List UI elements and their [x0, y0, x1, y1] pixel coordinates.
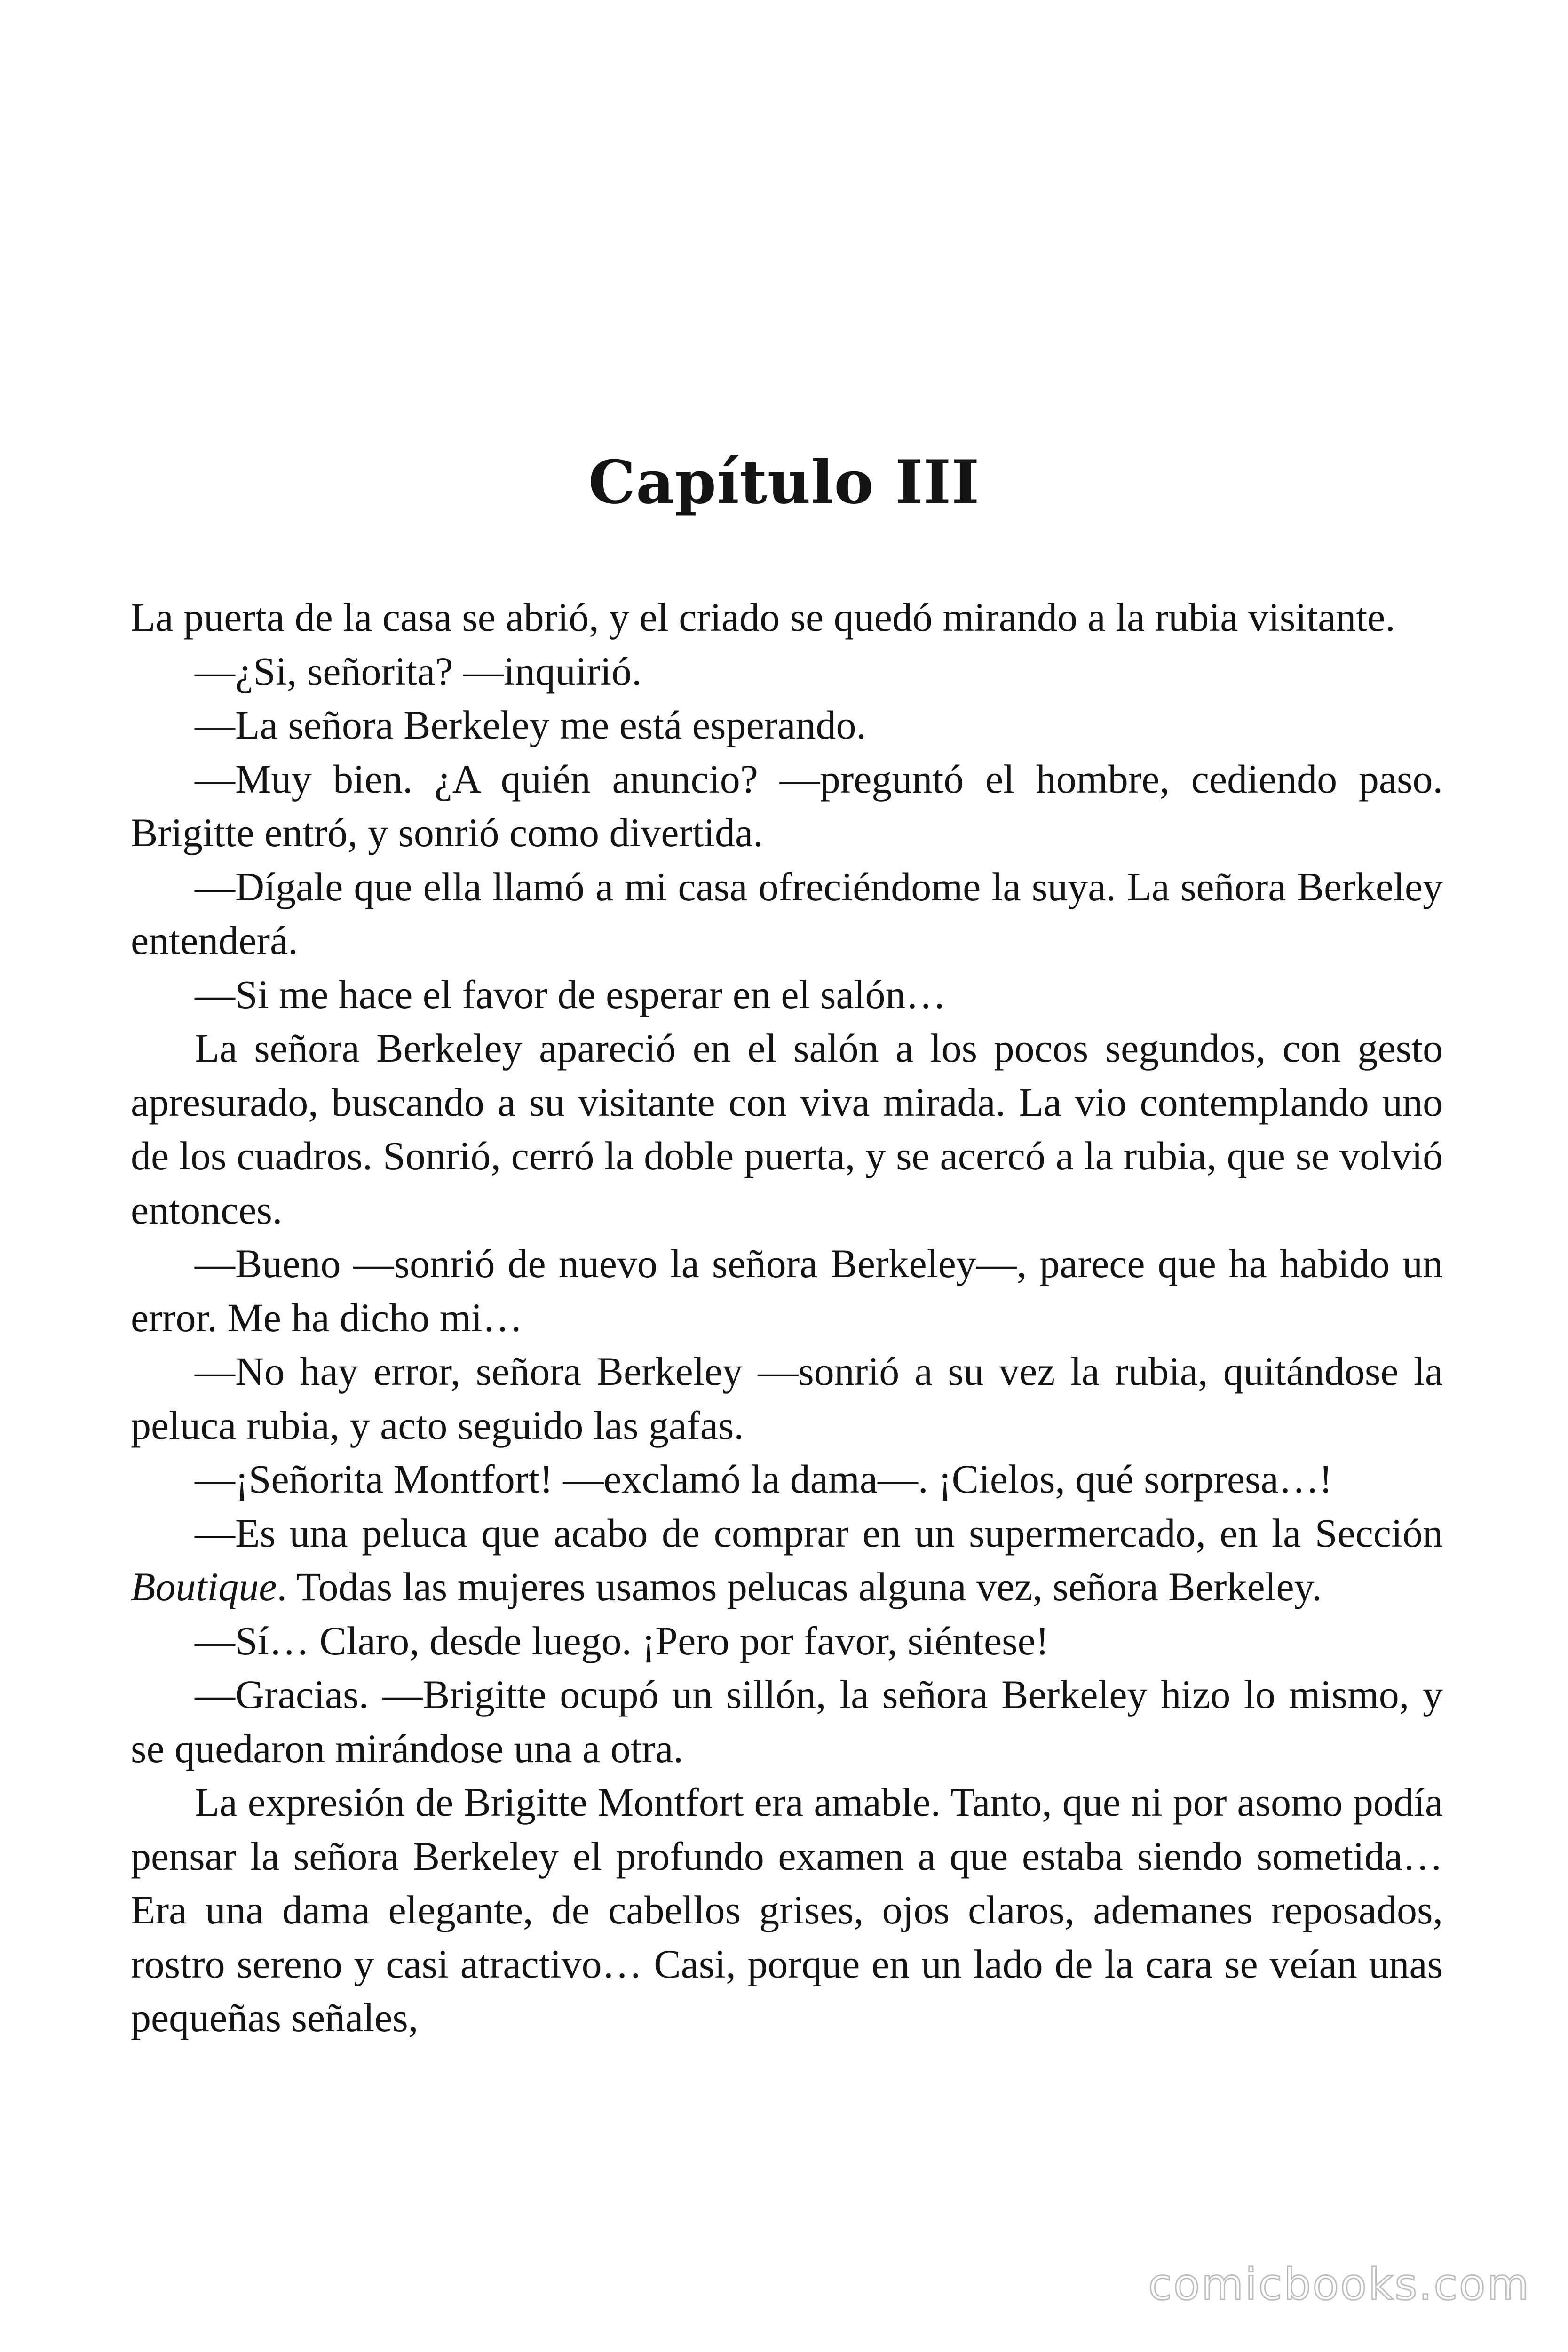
watermark: comicbooks.com — [1148, 2259, 1530, 2310]
paragraph-text: —Es una peluca que acabo de comprar en un supermercado, en la Sección — [195, 1510, 1443, 1556]
paragraph: —Gracias. —Brigitte ocupó un sillón, la señora Berkeley hizo lo mismo, y se quedaron mirándose una a otra. — [131, 1672, 1443, 1771]
paragraph: La expresión de Brigitte Montfort era amable. Tanto, que ni por asomo podía pensar la señora Berkeley el profundo examen a que estaba siendo sometida… Era una dama elegante, de cabellos grises, ojos claros, ademanes reposados, rostro sereno y casi atractivo… Casi, porque en un lado de la cara se veían unas pequeñas señales, — [131, 1780, 1443, 2040]
chapter-body — [131, 590, 1443, 2045]
italic-term: Boutique — [131, 1564, 277, 1609]
paragraph-text: . Todas las mujeres usamos pelucas alguna vez, señora Berkeley. — [277, 1564, 1322, 1609]
paragraph: —¡Señorita Montfort! —exclamó la dama—. ¡Cielos, qué sorpresa…! — [195, 1456, 1333, 1502]
paragraph: —Sí… Claro, desde luego. ¡Pero por favor, siéntese! — [195, 1618, 1049, 1663]
paragraph: —Bueno —sonrió de nuevo la señora Berkeley—, parece que ha habido un error. Me ha dicho mi… — [131, 1241, 1443, 1340]
paragraph: —Si me hace el favor de esperar en el salón… — [195, 971, 946, 1017]
paragraph: La puerta de la casa se abrió, y el criado se quedó mirando a la rubia visitante. — [131, 595, 1395, 640]
chapter-title: Capítulo III — [588, 447, 980, 517]
paragraph: —Dígale que ella llamó a mi casa ofreciéndome la suya. La señora Berkeley entenderá. — [131, 864, 1443, 963]
paragraph: —Muy bien. ¿A quién anuncio? —preguntó el hombre, cediendo paso. Brigitte entró, y sonrió como divertida. — [131, 756, 1443, 855]
paragraph: La señora Berkeley apareció en el salón a los pocos segundos, con gesto apresurado, buscando a su visitante con viva mirada. La vio contemplando uno de los cuadros. Sonrió, cerró la doble puerta, y se acercó a la rubia, que se volvió entonces. — [131, 1025, 1443, 1232]
paragraph: —¿Si, señorita? —inquirió. — [195, 648, 642, 694]
paragraph — [131, 1506, 1443, 1614]
paragraph: —No hay error, señora Berkeley —sonrió a su vez la rubia, quitándose la peluca rubia, y acto seguido las gafas. — [131, 1349, 1443, 1448]
paragraph: —La señora Berkeley me está esperando. — [195, 702, 866, 747]
